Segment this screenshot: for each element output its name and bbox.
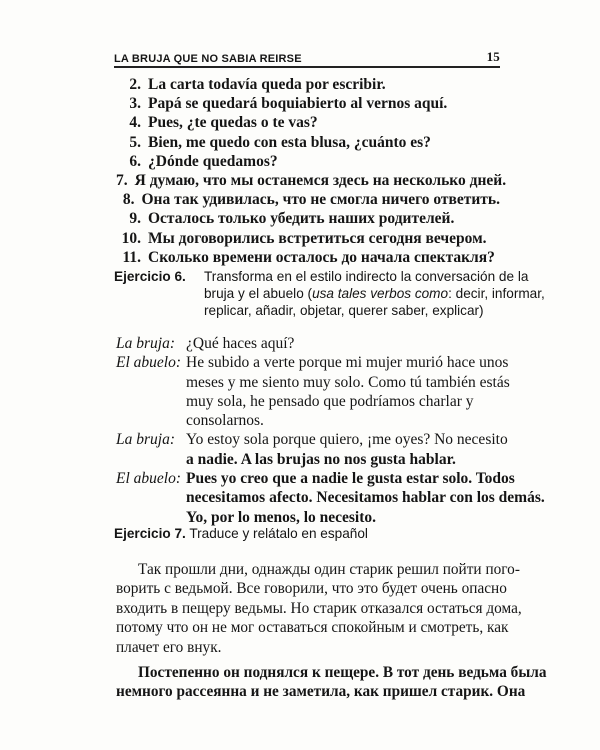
item-text: Осталось только убедить наших родителей. — [148, 210, 455, 228]
header-rule — [114, 66, 500, 68]
speech-line: necesitamos afecto. Necesitamos hablar con los demás. — [186, 489, 545, 507]
list-item — [116, 248, 500, 267]
exercise-6-label: Ejercicio 6. — [114, 269, 186, 284]
dialogue — [116, 334, 545, 527]
speech-line: Pues yo creo que a nadie le gusta estar solo. Todos — [186, 470, 515, 488]
exercise-7 — [114, 526, 368, 541]
item-number: 6. — [129, 152, 141, 170]
item-text: Papá se quedará boquiabierto al vernos aquí. — [148, 95, 448, 113]
text-line: Постепенно он поднялся к пещере. В тот день ведьма была — [138, 664, 547, 682]
item-number: 5. — [129, 133, 141, 151]
list-item — [116, 171, 507, 190]
item-text: Bien, me quedo con esta blusa, ¿cuánto es? — [148, 133, 431, 151]
speech-line: He subido a verte porque mi mujer murió hace unos — [186, 354, 509, 372]
instruction-line: Transforma en el estilo indirecto la conversación de la — [204, 269, 529, 284]
item-text: ¿Dónde quedamos? — [148, 152, 278, 170]
text-line: плачет его внук. — [116, 638, 222, 656]
text-line: ворить с ведьмой. Все говорили, что это будет очень опасно — [116, 580, 507, 598]
item-number: 2. — [129, 76, 141, 93]
list-item — [116, 94, 500, 113]
list-item — [116, 229, 500, 248]
instruction-line: bruja y el abuelo (usa tales verbos como: decir, informar, — [204, 286, 545, 301]
paragraph — [116, 663, 547, 702]
instruction-line: replicar, añadir, objetar, querer saber, explicar) — [204, 303, 484, 318]
russian-text — [116, 560, 547, 702]
list-item — [116, 152, 500, 171]
speech-line: a nadie. A las brujas no nos gusta hablar. — [186, 450, 456, 468]
speech-line: Yo estoy sola porque quiero, ¡me oyes? No necesito — [186, 431, 508, 449]
list-item — [116, 133, 500, 152]
list-item — [116, 113, 500, 132]
speaker: La bruja: — [116, 431, 175, 449]
paragraph — [116, 560, 522, 657]
text-line: входить в пещеру ведьмы. Но старик отказался остаться дома, — [116, 599, 522, 617]
text-line: потому что он не мог оставаться спокойным и смотреть, как — [116, 619, 509, 637]
speech-line: meses y me siento muy solo. Como tú también estás — [186, 373, 510, 391]
text-line: немного рассеянна и не заметила, как пришел старик. Она — [116, 683, 526, 701]
list-item — [116, 190, 500, 209]
item-number: 8. — [122, 191, 135, 209]
item-text: Сколько времени осталось до начала спектакля? — [148, 248, 495, 266]
item-text: Я думаю, что мы останемся здесь на несколько дней. — [134, 172, 507, 190]
speaker: El abuelo: — [116, 470, 181, 488]
dialogue-entry — [116, 334, 500, 353]
speech-line: Yo, por lo menos, lo necesito. — [186, 508, 377, 526]
list-item — [116, 209, 500, 228]
item-number: 9. — [129, 210, 141, 228]
speech-line: muy sola, he pensado que podríamos charlar y — [186, 392, 474, 410]
exercise-6 — [114, 268, 545, 319]
numbered-sentence-list — [116, 75, 507, 267]
speaker: El abuelo: — [116, 354, 181, 372]
dialogue-entry — [116, 353, 510, 430]
speaker: La bruja: — [116, 335, 175, 352]
italic-hint: usa tales verbos como — [312, 286, 449, 301]
item-text: Мы договорились встретиться сегодня вечером. — [148, 229, 487, 247]
item-number: 3. — [129, 95, 141, 113]
speech-line: consolarnos. — [186, 412, 264, 430]
item-text: La carta todavía queda por escribir. — [148, 76, 386, 93]
dialogue-entry — [116, 469, 545, 527]
exercise-7-instruction: Traduce y relátalo en español — [189, 526, 368, 541]
text-line: Так прошли дни, однажды один старик решил пойти пого- — [138, 561, 520, 578]
item-number: 4. — [129, 114, 141, 132]
item-number: 10. — [121, 229, 141, 247]
page-header — [114, 49, 500, 65]
list-item — [116, 75, 500, 94]
exercise-6-instruction — [204, 268, 545, 319]
item-number: 11. — [122, 248, 141, 266]
page-number: 15 — [486, 49, 500, 64]
dialogue-entry — [116, 430, 508, 469]
exercise-7-label: Ejercicio 7. — [114, 526, 186, 541]
running-title: LA BRUJA QUE NO SABIA REIRSE — [114, 53, 302, 65]
item-text: Она так удивилась, что не смогла ничего ответить. — [141, 191, 500, 209]
speech-line: ¿Qué haces aquí? — [186, 335, 295, 352]
item-number: 7. — [116, 172, 128, 190]
item-text: Pues, ¿te quedas o te vas? — [148, 114, 318, 132]
